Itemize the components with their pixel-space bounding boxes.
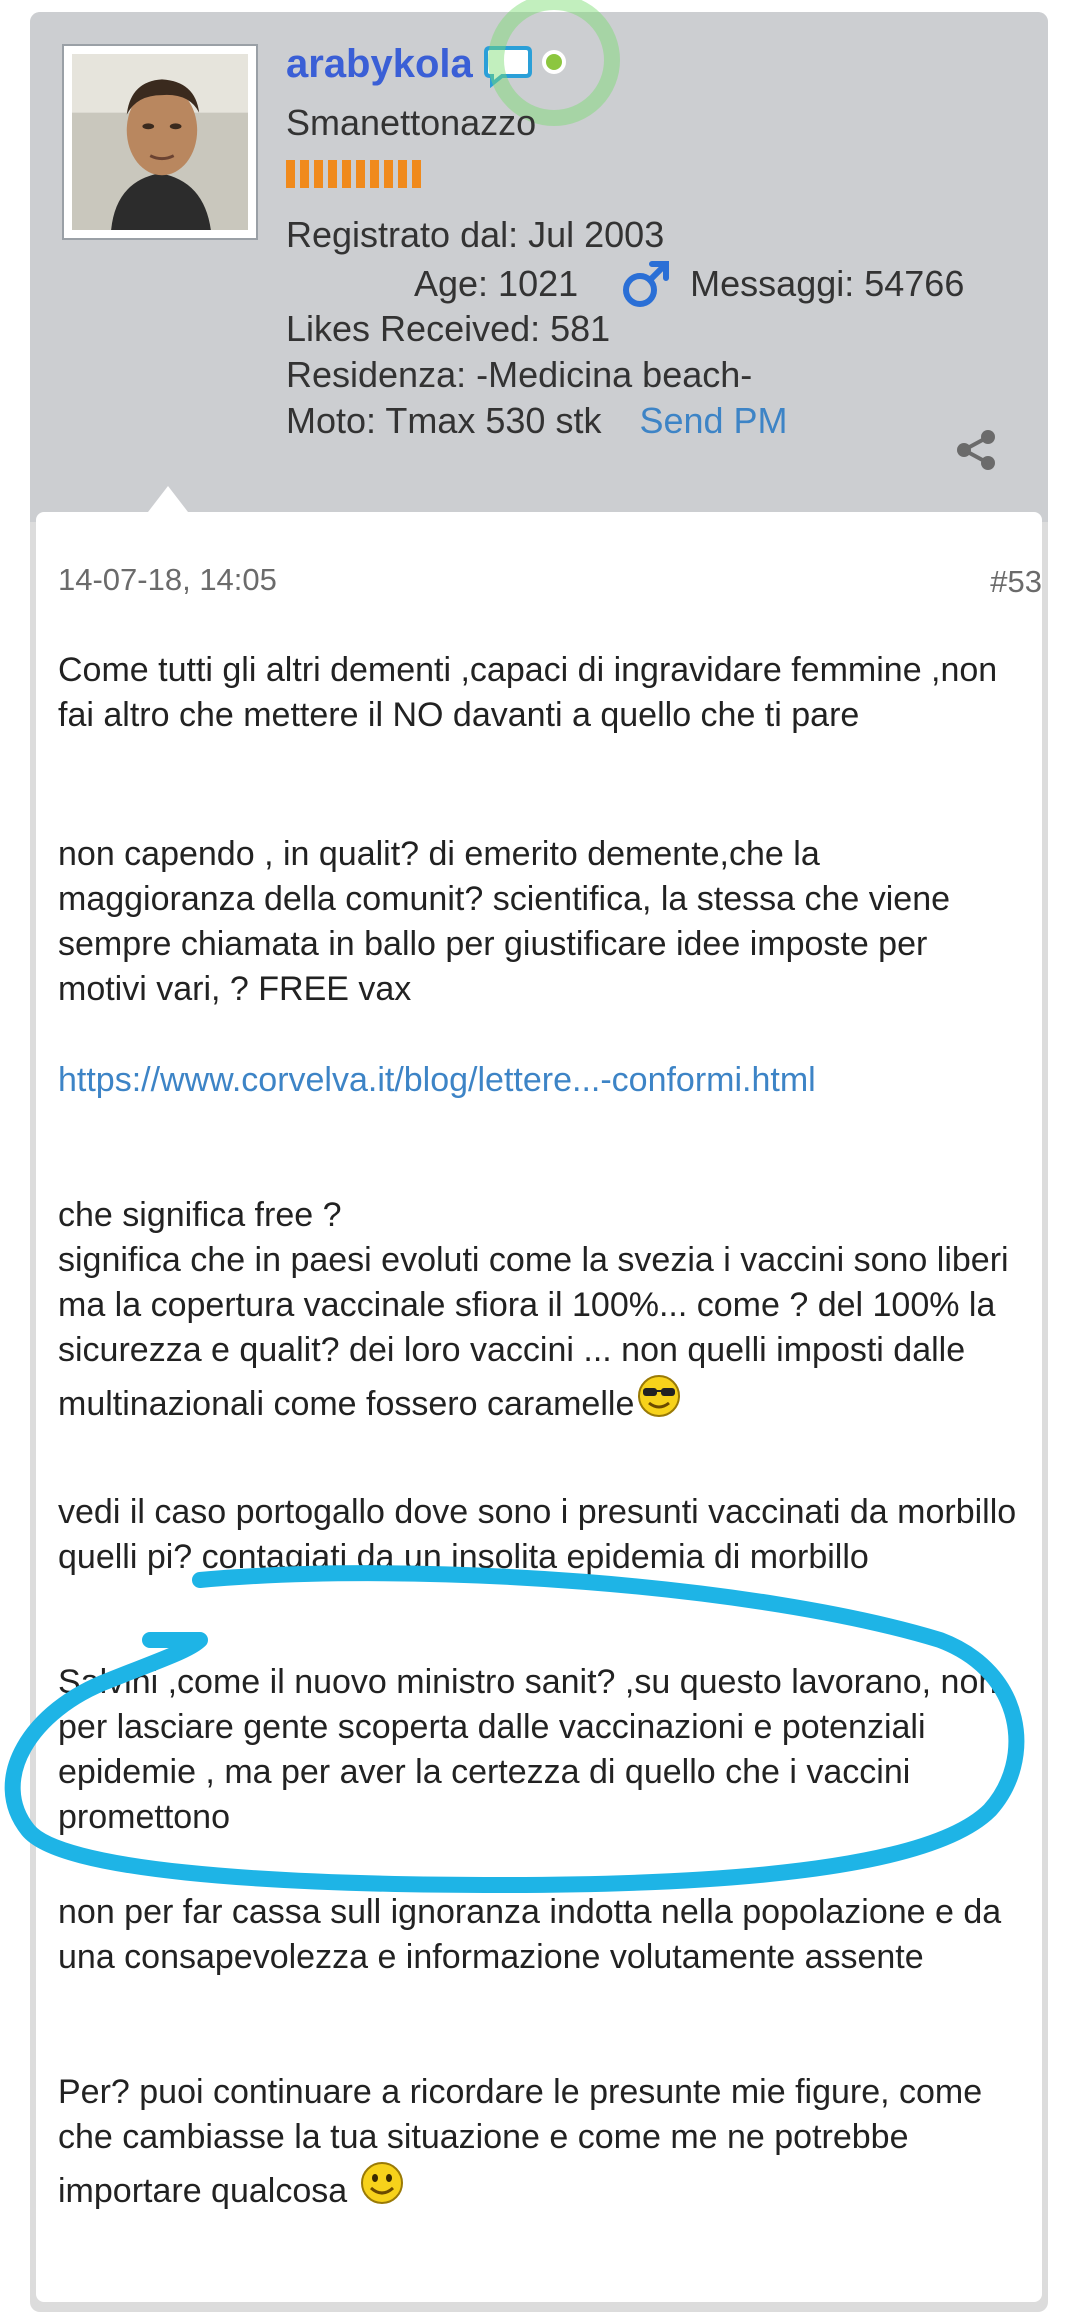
post-paragraph-text: Per? puoi continuare a ricordare le presunte mie figure, come che cambiasse la tua situazione e come me ne potrebbe importare qualcosa bbox=[58, 2073, 983, 2210]
moto: Moto: Tmax 530 stk bbox=[286, 400, 602, 441]
post-link[interactable]: https://www.corvelva.it/blog/lettere...-conformi.html bbox=[58, 1061, 816, 1099]
avatar-image bbox=[72, 54, 248, 230]
age-line bbox=[414, 258, 964, 310]
user-age: Age: 1021 bbox=[414, 263, 579, 304]
male-icon bbox=[620, 258, 672, 310]
online-status-icon bbox=[542, 50, 566, 74]
send-pm-link[interactable]: Send PM bbox=[639, 400, 788, 441]
post-paragraph: non per far cassa sull ignoranza indotta nella popolazione e da una consapevolezza e informazione volutamente assente bbox=[58, 1893, 1002, 1976]
user-title: Smanettonazzo bbox=[286, 102, 537, 143]
username-link[interactable]: arabykola bbox=[286, 42, 473, 86]
share-icon[interactable] bbox=[954, 428, 998, 472]
message-count: Messaggi: 54766 bbox=[690, 263, 965, 304]
panel-notch bbox=[148, 486, 188, 512]
post-number-link[interactable]: #53 bbox=[990, 564, 1042, 599]
post-paragraph-text: che significa free ? significa che in paesi evoluti come la svezia i vaccini sono liberi ma la copertura vaccinale sfiora il 100%... come ? del 100% la sicurezza e qualit? dei loro vaccini ... non quelli imposti dalle multinazionali come fossero caramelle bbox=[58, 1196, 1009, 1423]
residence: Residenza: -Medicina beach- bbox=[286, 354, 753, 395]
cool-smiley-icon bbox=[634, 1373, 684, 1419]
smiley-icon bbox=[357, 2160, 407, 2206]
post-paragraph: non capendo , in qualit? di emerito demente,che la maggioranza della comunit? scientifica, la stessa che viene sempre chiamata in ballo per giustificare idee imposte per motivi vari, ? FREE vax bbox=[58, 835, 951, 1008]
post-paragraph-highlighted: Salvini ,come il nuovo ministro sanit? ,su questo lavorano, non per lasciare gente scoperta dalle vaccinazioni e potenziali epidemie , ma per aver la certezza di quello che i vaccini promettono bbox=[58, 1663, 998, 1836]
registration-date: Registrato dal: Jul 2003 bbox=[286, 214, 665, 255]
post-paragraph: vedi il caso portogallo dove sono i presunti vaccinati da morbillo quelli pi? contagiati da un insolita epidemia di morbillo bbox=[58, 1493, 1017, 1576]
likes-received: Likes Received: 581 bbox=[286, 308, 611, 349]
reputation-bar bbox=[286, 160, 421, 188]
moto-line bbox=[286, 400, 788, 442]
post-date: 14-07-18, 14:05 bbox=[58, 562, 277, 597]
post-paragraph-with-smiley bbox=[58, 2070, 1018, 2214]
post-paragraph: Come tutti gli altri dementi ,capaci di ingravidare femmine ,non fai altro che mettere il NO davanti a quello che ti pare bbox=[58, 651, 998, 734]
post-paragraph-with-smiley bbox=[58, 1148, 1018, 1427]
avatar[interactable] bbox=[62, 44, 258, 240]
